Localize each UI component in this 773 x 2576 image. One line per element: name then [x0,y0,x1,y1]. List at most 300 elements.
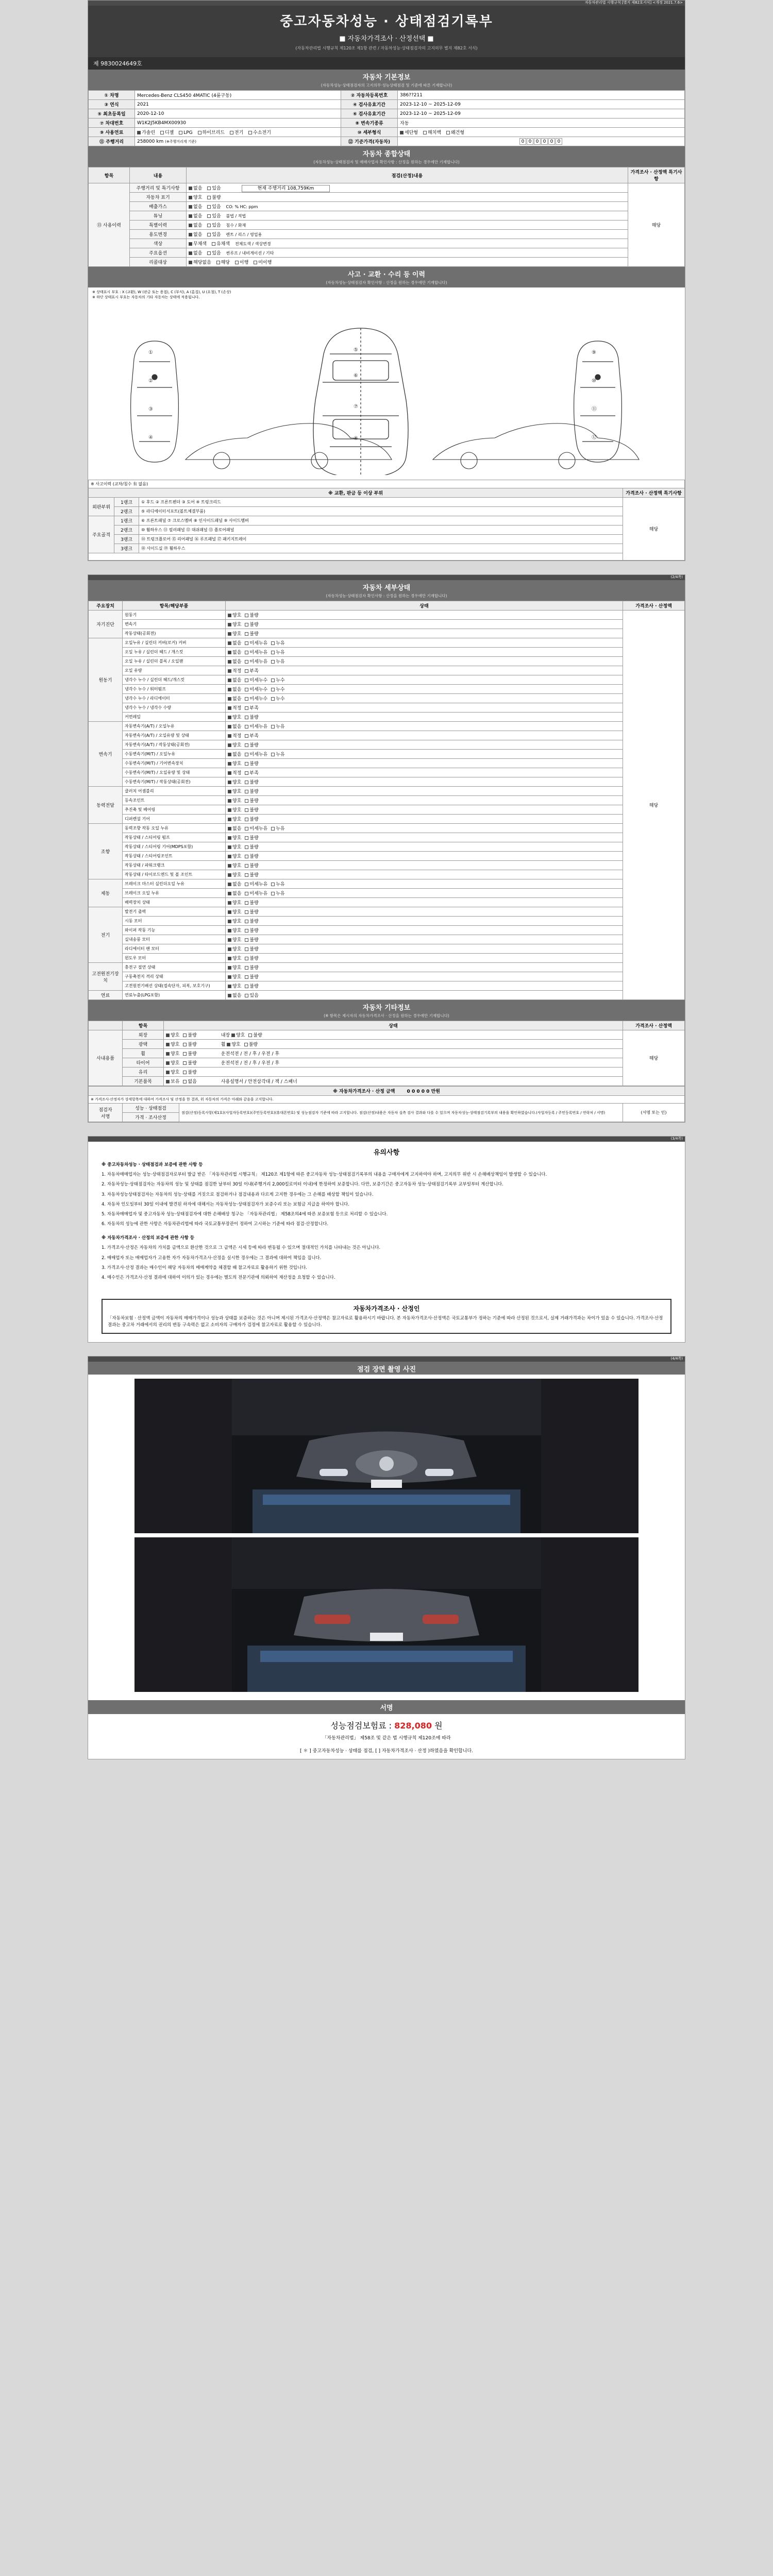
checkbox-icon[interactable] [228,688,231,691]
checkbox-icon[interactable] [228,706,231,710]
detail-option[interactable] [271,639,284,646]
detail-option[interactable] [245,825,267,832]
etc-state-options[interactable] [164,1040,623,1049]
price-row-label-1: 성능 · 상태점검 [123,1104,179,1113]
detail-state-options[interactable] [226,796,623,805]
etc-secondary-label: 운전석전 / 전 / 후 / 우전 / 후 [221,1052,280,1057]
detail-option[interactable] [245,658,267,665]
detail-option[interactable] [245,816,258,822]
detail-option[interactable] [245,853,258,859]
detail-option[interactable] [228,843,241,850]
checkbox-icon[interactable] [245,706,248,710]
detail-state-options[interactable] [226,638,623,648]
etc-option[interactable] [244,1041,258,1047]
checkbox-icon[interactable] [228,614,231,617]
detail-option[interactable] [245,788,258,794]
detail-option[interactable] [245,760,258,767]
checkbox-icon[interactable] [228,920,231,923]
detail-state-options[interactable] [226,944,623,954]
detail-option[interactable] [228,704,241,711]
detail-option[interactable] [271,723,284,730]
etc-option[interactable] [231,1031,245,1038]
checkbox-icon[interactable] [228,669,231,673]
checkbox-icon[interactable] [228,845,231,849]
detail-state-options[interactable] [226,907,623,917]
detail-option[interactable] [228,880,241,887]
checkbox-icon[interactable] [183,1071,187,1074]
detail-option[interactable] [228,751,241,757]
checkbox-icon[interactable] [245,975,248,979]
etc-option[interactable] [166,1050,179,1057]
checkbox-icon[interactable] [228,985,231,988]
checkbox-icon[interactable] [183,1080,187,1083]
detail-state-options[interactable] [226,870,623,879]
checkbox-icon[interactable] [245,725,248,728]
checkbox-icon[interactable] [227,1043,230,1046]
etc-option[interactable] [183,1059,196,1066]
detail-option[interactable] [228,621,241,628]
detail-state-options[interactable] [226,731,623,740]
checkbox-icon[interactable] [245,623,248,626]
detail-option[interactable] [228,649,241,655]
detail-option[interactable] [245,880,267,887]
detail-state-options[interactable] [226,611,623,620]
checkbox-icon[interactable] [245,864,248,868]
checkbox-icon[interactable] [228,957,231,960]
checkbox-icon[interactable] [245,994,248,997]
detail-state-options[interactable] [226,703,623,713]
checkbox-icon[interactable] [228,975,231,979]
detail-option[interactable] [245,714,258,720]
checkbox-icon[interactable] [245,883,248,886]
checkbox-icon[interactable] [245,790,248,793]
checkbox-icon[interactable] [245,679,248,682]
svg-text:⑪: ⑪ [592,406,597,412]
checkbox-icon[interactable] [245,836,248,840]
detail-state-options[interactable] [226,759,623,768]
checkbox-icon[interactable] [245,716,248,719]
overall-state[interactable] [187,230,628,239]
detail-state-options[interactable] [226,898,623,907]
detail-option[interactable] [245,936,258,943]
detail-state-options[interactable] [226,815,623,824]
checkbox-icon[interactable] [228,873,231,877]
detail-option[interactable] [245,686,267,692]
overall-state[interactable] [187,248,628,258]
checkbox-icon[interactable] [228,855,231,858]
detail-option[interactable] [245,899,258,906]
detail-option[interactable] [228,899,241,906]
checkbox-icon[interactable] [228,781,231,784]
detail-state-options[interactable] [226,926,623,935]
checkbox-icon[interactable] [228,632,231,636]
detail-option[interactable] [245,982,258,989]
checkbox-icon[interactable] [271,753,275,756]
checkbox-icon[interactable] [228,651,231,654]
detail-option[interactable] [228,992,241,998]
checkbox-icon[interactable] [248,1033,252,1037]
detail-option[interactable] [271,649,284,655]
checkbox-icon[interactable] [228,716,231,719]
detail-option[interactable] [245,649,267,655]
checkbox-icon[interactable] [271,641,275,645]
overall-state[interactable] [187,239,628,248]
checkbox-icon[interactable] [228,947,231,951]
detail-option[interactable] [245,955,258,961]
detail-option[interactable] [228,862,241,869]
detail-option[interactable] [228,686,241,692]
checkbox-icon[interactable] [228,753,231,756]
detail-state-options[interactable] [226,675,623,685]
detail-option[interactable] [245,908,258,915]
checkbox-icon[interactable] [271,660,275,664]
detail-option[interactable] [245,741,258,748]
checkbox-icon[interactable] [228,623,231,626]
checkbox-icon[interactable] [228,818,231,821]
detail-state-options[interactable] [226,972,623,981]
detail-option[interactable] [228,955,241,961]
detail-state-options[interactable] [226,805,623,815]
etc-option[interactable] [166,1069,179,1075]
checkbox-icon[interactable] [228,762,231,766]
detail-state-options[interactable] [226,861,623,870]
checkbox-icon[interactable] [245,632,248,636]
checkbox-icon[interactable] [245,966,248,970]
checkbox-icon[interactable] [245,762,248,766]
detail-option[interactable] [228,612,241,618]
detail-state-options[interactable] [226,713,623,722]
etc-state-options[interactable] [164,1077,623,1086]
checkbox-icon[interactable] [245,660,248,664]
detail-option[interactable] [228,741,241,748]
detail-option[interactable] [228,778,241,785]
checkbox-icon[interactable] [228,892,231,895]
detail-state-options[interactable] [226,833,623,842]
detail-option[interactable] [271,825,284,832]
detail-option[interactable] [228,908,241,915]
checkbox-icon[interactable] [228,883,231,886]
table-row [89,1104,685,1113]
detail-state-options[interactable] [226,685,623,694]
checkbox-icon[interactable] [245,985,248,988]
detail-state-options[interactable] [226,879,623,889]
detail-option[interactable] [245,806,258,813]
detail-state-options[interactable] [226,620,623,629]
checkbox-icon[interactable] [271,679,275,682]
overall-item: 자동차 표기 [130,193,187,202]
checkbox-icon[interactable] [245,651,248,654]
checkbox-icon[interactable] [271,725,275,728]
checkbox-icon[interactable] [245,641,248,645]
etc-state-options[interactable] [164,1049,623,1058]
checkbox-icon[interactable] [166,1071,170,1074]
detail-option[interactable] [245,797,258,804]
checkbox-icon[interactable] [166,1052,170,1056]
etc-option[interactable] [183,1050,196,1057]
checkbox-icon[interactable] [166,1033,170,1037]
detail-option[interactable] [228,667,241,674]
svg-text:⑫: ⑫ [592,435,597,440]
etc-option[interactable] [183,1041,196,1047]
detail-option[interactable] [245,695,267,702]
etc-state-options[interactable] [164,1030,623,1040]
checkbox-icon[interactable] [245,669,248,673]
detail-option[interactable] [271,880,284,887]
detail-option[interactable] [245,918,258,924]
detail-option[interactable] [228,890,241,896]
checkbox-icon[interactable] [228,771,231,775]
detail-state-options[interactable] [226,917,623,926]
checkbox-icon[interactable] [245,818,248,821]
checkbox-icon[interactable] [245,873,248,877]
etc-state-options[interactable] [164,1058,623,1067]
detail-state-options[interactable] [226,666,623,675]
etc-option[interactable] [183,1069,196,1075]
etc-option[interactable] [166,1078,179,1084]
detail-option[interactable] [245,639,267,646]
overall-state[interactable] [187,193,628,202]
detail-option[interactable] [245,667,258,674]
checkbox-icon[interactable] [228,966,231,970]
detail-option[interactable] [245,927,258,934]
checkbox-icon[interactable] [228,799,231,803]
detail-option[interactable] [228,760,241,767]
checkbox-icon[interactable] [271,827,275,831]
checkbox-icon[interactable] [245,614,248,617]
table-row [89,944,685,954]
checkbox-icon[interactable] [228,679,231,682]
etc-option[interactable] [248,1031,262,1038]
detail-option[interactable] [228,676,241,683]
etc-state-options[interactable] [164,1067,623,1077]
page-3-badge: (3/4쪽) [670,1137,683,1141]
detail-option[interactable] [228,732,241,739]
detail-option[interactable] [245,621,258,628]
opt: 불량 [212,195,221,200]
checkbox-icon[interactable] [166,1080,170,1083]
detail-option[interactable] [245,992,258,998]
detail-option[interactable] [245,945,258,952]
table-row [89,118,685,128]
detail-option[interactable] [245,723,267,730]
checkbox-icon[interactable] [245,808,248,812]
overall-state[interactable] [187,258,628,267]
checkbox-icon[interactable] [228,808,231,812]
checkbox-icon[interactable] [245,855,248,858]
overall-state[interactable] [187,221,628,230]
detail-option[interactable] [271,686,284,692]
checkbox-icon[interactable] [228,994,231,997]
detail-state-options[interactable] [226,963,623,972]
detail-option[interactable] [228,964,241,971]
detail-option[interactable] [245,834,258,841]
notice-sub-2: ※ 자동차가격조사 · 산정의 보증에 관한 사항 등 [102,1235,195,1241]
checkbox-icon[interactable] [271,688,275,691]
body-options[interactable] [398,128,685,137]
etc-option[interactable] [166,1031,179,1038]
checkbox-icon[interactable] [245,920,248,923]
checkbox-icon[interactable] [231,1033,235,1037]
detail-state-options[interactable] [226,740,623,750]
detail-option[interactable] [271,751,284,757]
checkbox-icon[interactable] [228,864,231,868]
detail-state-options[interactable] [226,694,623,703]
checkbox-icon[interactable] [244,1043,248,1046]
checkbox-icon[interactable] [228,743,231,747]
detail-option[interactable] [245,769,258,776]
checkbox-icon[interactable] [228,836,231,840]
detail-option[interactable] [228,639,241,646]
detail-option[interactable] [271,676,284,683]
detail-state-options[interactable] [226,777,623,787]
etc-option[interactable] [183,1078,196,1084]
checkbox-icon[interactable] [245,901,248,905]
checkbox-icon[interactable] [228,641,231,645]
detail-option[interactable] [228,871,241,878]
checkbox-icon[interactable] [228,910,231,914]
checkbox-icon[interactable] [228,929,231,933]
opt: 이행 [239,260,249,265]
checkbox-icon[interactable] [245,688,248,691]
checkbox-icon[interactable] [245,697,248,701]
checkbox-icon[interactable] [271,892,275,895]
checkbox-icon[interactable] [228,660,231,664]
checkbox-icon[interactable] [245,845,248,849]
detail-option[interactable] [228,834,241,841]
detail-option[interactable] [228,714,241,720]
checkbox-icon[interactable] [228,734,231,738]
detail-option[interactable] [228,816,241,822]
overall-state[interactable] [187,202,628,211]
overall-state[interactable] [187,211,628,221]
detail-option[interactable] [228,658,241,665]
detail-option[interactable] [228,853,241,859]
checkbox-icon[interactable] [228,697,231,701]
detail-option[interactable] [245,843,258,850]
detail-option[interactable] [228,973,241,980]
detail-option[interactable] [271,890,284,896]
detail-option[interactable] [228,936,241,943]
detail-option[interactable] [228,806,241,813]
detail-option-label: 누수 [276,687,285,692]
table-row [89,889,685,898]
detail-option[interactable] [245,890,267,896]
detail-state-options[interactable] [226,935,623,944]
overall-state[interactable] [187,183,628,193]
checkbox-icon[interactable] [245,910,248,914]
checkbox-icon[interactable] [183,1052,187,1056]
detail-option[interactable] [271,695,284,702]
detail-state-options[interactable] [226,889,623,898]
detail-option[interactable] [245,732,258,739]
checkbox-icon[interactable] [183,1033,187,1037]
detail-option[interactable] [271,658,284,665]
detail-state-options[interactable] [226,991,623,1000]
checkbox-icon[interactable] [183,1061,187,1065]
detail-option[interactable] [228,769,241,776]
detail-state-options[interactable] [226,981,623,991]
etc-option[interactable] [166,1059,179,1066]
detail-option[interactable] [245,751,267,757]
detail-option[interactable] [245,704,258,711]
checkbox-icon[interactable] [245,771,248,775]
checkbox-icon[interactable] [245,753,248,756]
detail-option[interactable] [228,982,241,989]
checkbox-icon[interactable] [245,892,248,895]
checkbox-icon[interactable] [245,781,248,784]
detail-option[interactable] [228,695,241,702]
detail-option[interactable] [245,964,258,971]
checkbox-icon[interactable] [166,1061,170,1065]
checkbox-icon[interactable] [166,1043,170,1046]
mileage-note: (※주행거리계 기준) [165,139,196,144]
detail-option[interactable] [245,630,258,637]
etc-option[interactable] [183,1031,196,1038]
detail-option[interactable] [228,825,241,832]
checkbox-icon[interactable] [228,790,231,793]
detail-option[interactable] [245,862,258,869]
detail-state-options[interactable] [226,629,623,638]
detail-state-options[interactable] [226,787,623,796]
checkbox-icon[interactable] [228,938,231,942]
detail-option[interactable] [228,918,241,924]
document-header [88,6,685,57]
detail-option[interactable] [228,788,241,794]
checkbox-icon[interactable] [245,947,248,951]
checkbox-icon[interactable] [245,734,248,738]
detail-state-options[interactable] [226,954,623,963]
checkbox-icon[interactable] [228,827,231,831]
checkbox-icon[interactable] [245,957,248,960]
detail-option[interactable] [228,630,241,637]
opt: 있음 [212,205,221,210]
detail-state-options[interactable] [226,852,623,861]
checkbox-icon[interactable] [271,651,275,654]
detail-option[interactable] [245,973,258,980]
detail-option[interactable] [228,927,241,934]
detail-state-options[interactable] [226,842,623,852]
detail-option[interactable] [245,778,258,785]
detail-state-options[interactable] [226,824,623,833]
checkbox-icon[interactable] [245,743,248,747]
fuel-options[interactable] [135,128,341,137]
etc-option[interactable] [227,1041,240,1047]
detail-state-options[interactable] [226,750,623,759]
detail-option[interactable] [228,723,241,730]
checkbox-icon[interactable] [183,1043,187,1046]
detail-state-options[interactable] [226,648,623,657]
detail-option[interactable] [228,797,241,804]
detail-state-options[interactable] [226,722,623,731]
detail-option[interactable] [245,612,258,618]
etc-option[interactable] [166,1041,179,1047]
checkbox-icon[interactable] [228,725,231,728]
page-3 [88,1136,685,1343]
table-row [89,842,685,852]
detail-option[interactable] [245,676,267,683]
checkbox-icon[interactable] [245,799,248,803]
detail-state-options[interactable] [226,768,623,777]
checkbox-icon[interactable] [271,697,275,701]
detail-option[interactable] [245,871,258,878]
checkbox-icon[interactable] [245,827,248,831]
detail-state-options[interactable] [226,657,623,666]
checkbox-icon[interactable] [271,883,275,886]
checkbox-icon[interactable] [245,929,248,933]
detail-option[interactable] [228,945,241,952]
checkbox-icon[interactable] [245,938,248,942]
checkbox-icon[interactable] [228,901,231,905]
